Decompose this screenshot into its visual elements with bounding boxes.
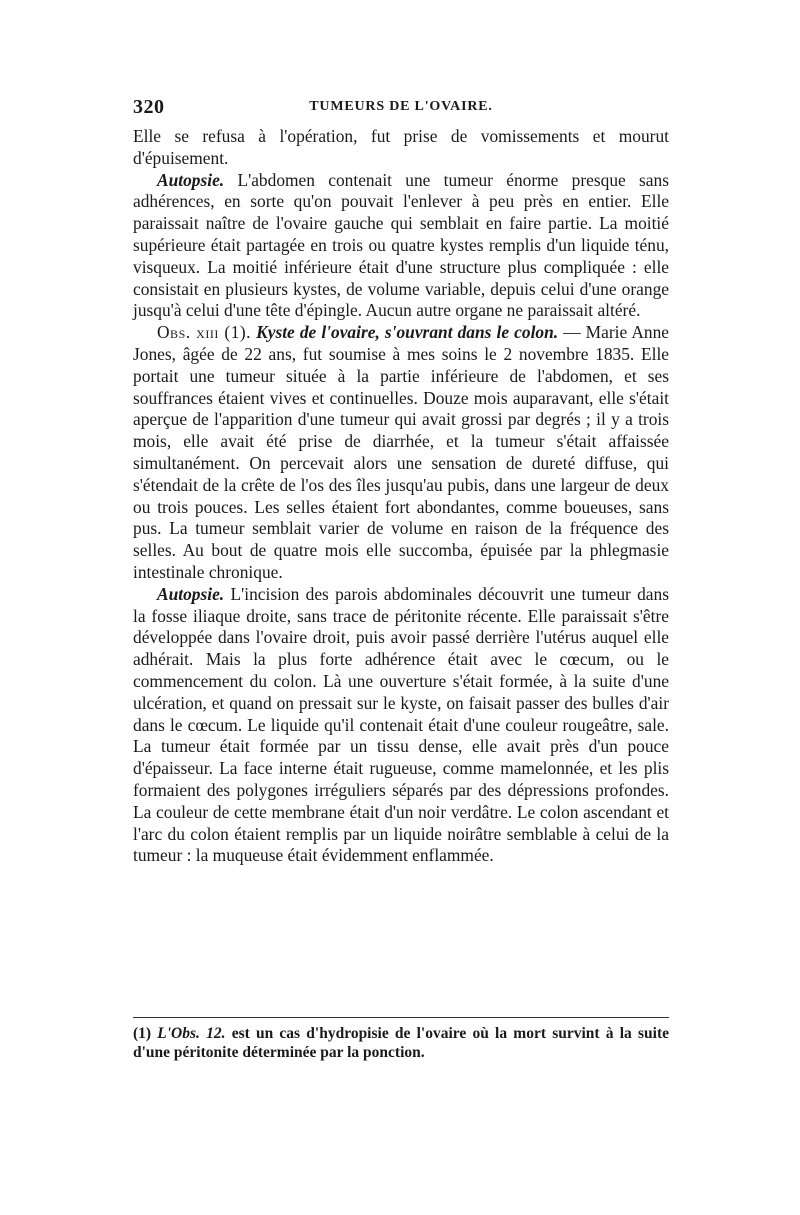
observation-number: Obs. xiii (1). [157, 322, 252, 343]
paragraph-4-text: L'incision des parois abdominales découvrit une tumeur dans la fosse iliaque droite, sans trace de péritonite récente. Elle paraissait s'être développée dans l'ovaire droit, puis avoir passé derrière l'utérus auquel elle adhérait. Mais la plus forte adhérence était avec le cœcum, ou le commencement du colon. Là une ouverture s'était formée, à la suite d'une ulcération, et quand on pressait sur le kyste, on faisait passer des bulles d'air dans le cœcum. Le liquide qu'il contenait était d'une couleur rougeâtre, sale. La tumeur était formée par un tissu dense, elle avait près d'un pouce d'épaisseur. La face interne était rugueuse, comme mamelonnée, et les plis formaient des polygones irréguliers séparés par des dépressions profondes. La couleur de cette membrane était d'un noir verdâtre. Le colon ascendant et l'arc du colon étaient remplis par un liquide noirâtre semblable à celui de la tumeur : la muqueuse était évidemment enflammée. [133, 583, 669, 866]
observation-title: Kyste de l'ovaire, s'ouvrant dans le colon. [251, 322, 559, 343]
paragraph-4 [133, 584, 669, 867]
paragraph-3-text: — Marie Anne Jones, âgée de 22 ans, fut soumise à mes soins le 2 novembre 1835. Elle portait une tumeur située à la partie inférieure de l'abdomen, et ses souffrances étaient vives et continuelles. Douze mois auparavant, elle s'était aperçue de l'apparition d'une tumeur qui avait grossi par degrés ; il y a trois mois, elle avait été prise de diarrhée, et la tumeur s'était affaissée simultanément. On percevait alors une sensation de dureté diffuse, qui s'étendait de la crête de l'os des îles jusqu'au pubis, dans une largeur de deux ou trois pouces. Les selles étaient fort abondantes, comme boueuses, sans pus. La tumeur semblait varier de volume en raison de la fréquence des selles. Au bout de quatre mois elle succomba, épuisée par la phlegmasie intestinale chronique. [133, 322, 670, 582]
footnote-reference: L'Obs. 12. [151, 1025, 226, 1042]
autopsie-label-2: Autopsie. [157, 583, 225, 604]
paragraph-3 [133, 322, 669, 584]
paragraph-2-text: L'abdomen contenait une tumeur énorme presque sans adhérences, en sorte qu'on pouvait l'enlever à peu près en entier. Elle paraissait naître de l'ovaire gauche qui semblait en faire partie. La moitié supérieure était partagée en trois ou quatre kystes remplis d'un liquide ténu, visqueux. La moitié inférieure était d'une structure plus compliquée : elle consistait en plusieurs kystes, de volume variable, depuis celui d'une orange jusqu'à celui d'une tête d'épingle. Aucun autre organe ne paraissait altéré. [133, 169, 669, 321]
paragraph-2 [133, 170, 669, 323]
paragraph-1-text: Elle se refusa à l'opération, fut prise de vomissements et mourut d'épuisement. [133, 126, 669, 168]
page-header [133, 96, 669, 122]
body-text [133, 126, 669, 867]
autopsie-label-1: Autopsie. [157, 169, 225, 190]
footnote-text: est un cas d'hydropisie de l'ovaire où la mort survint à la suite d'une péritonite déterminée par la ponction. [133, 1025, 670, 1061]
footnote-rule [133, 1017, 669, 1018]
footnote [133, 1024, 669, 1062]
footnote-marker: (1) [133, 1025, 152, 1042]
paragraph-1 [133, 126, 669, 170]
running-title: TUMEURS DE L'OVAIRE. [309, 99, 493, 114]
page-number: 320 [133, 96, 165, 118]
